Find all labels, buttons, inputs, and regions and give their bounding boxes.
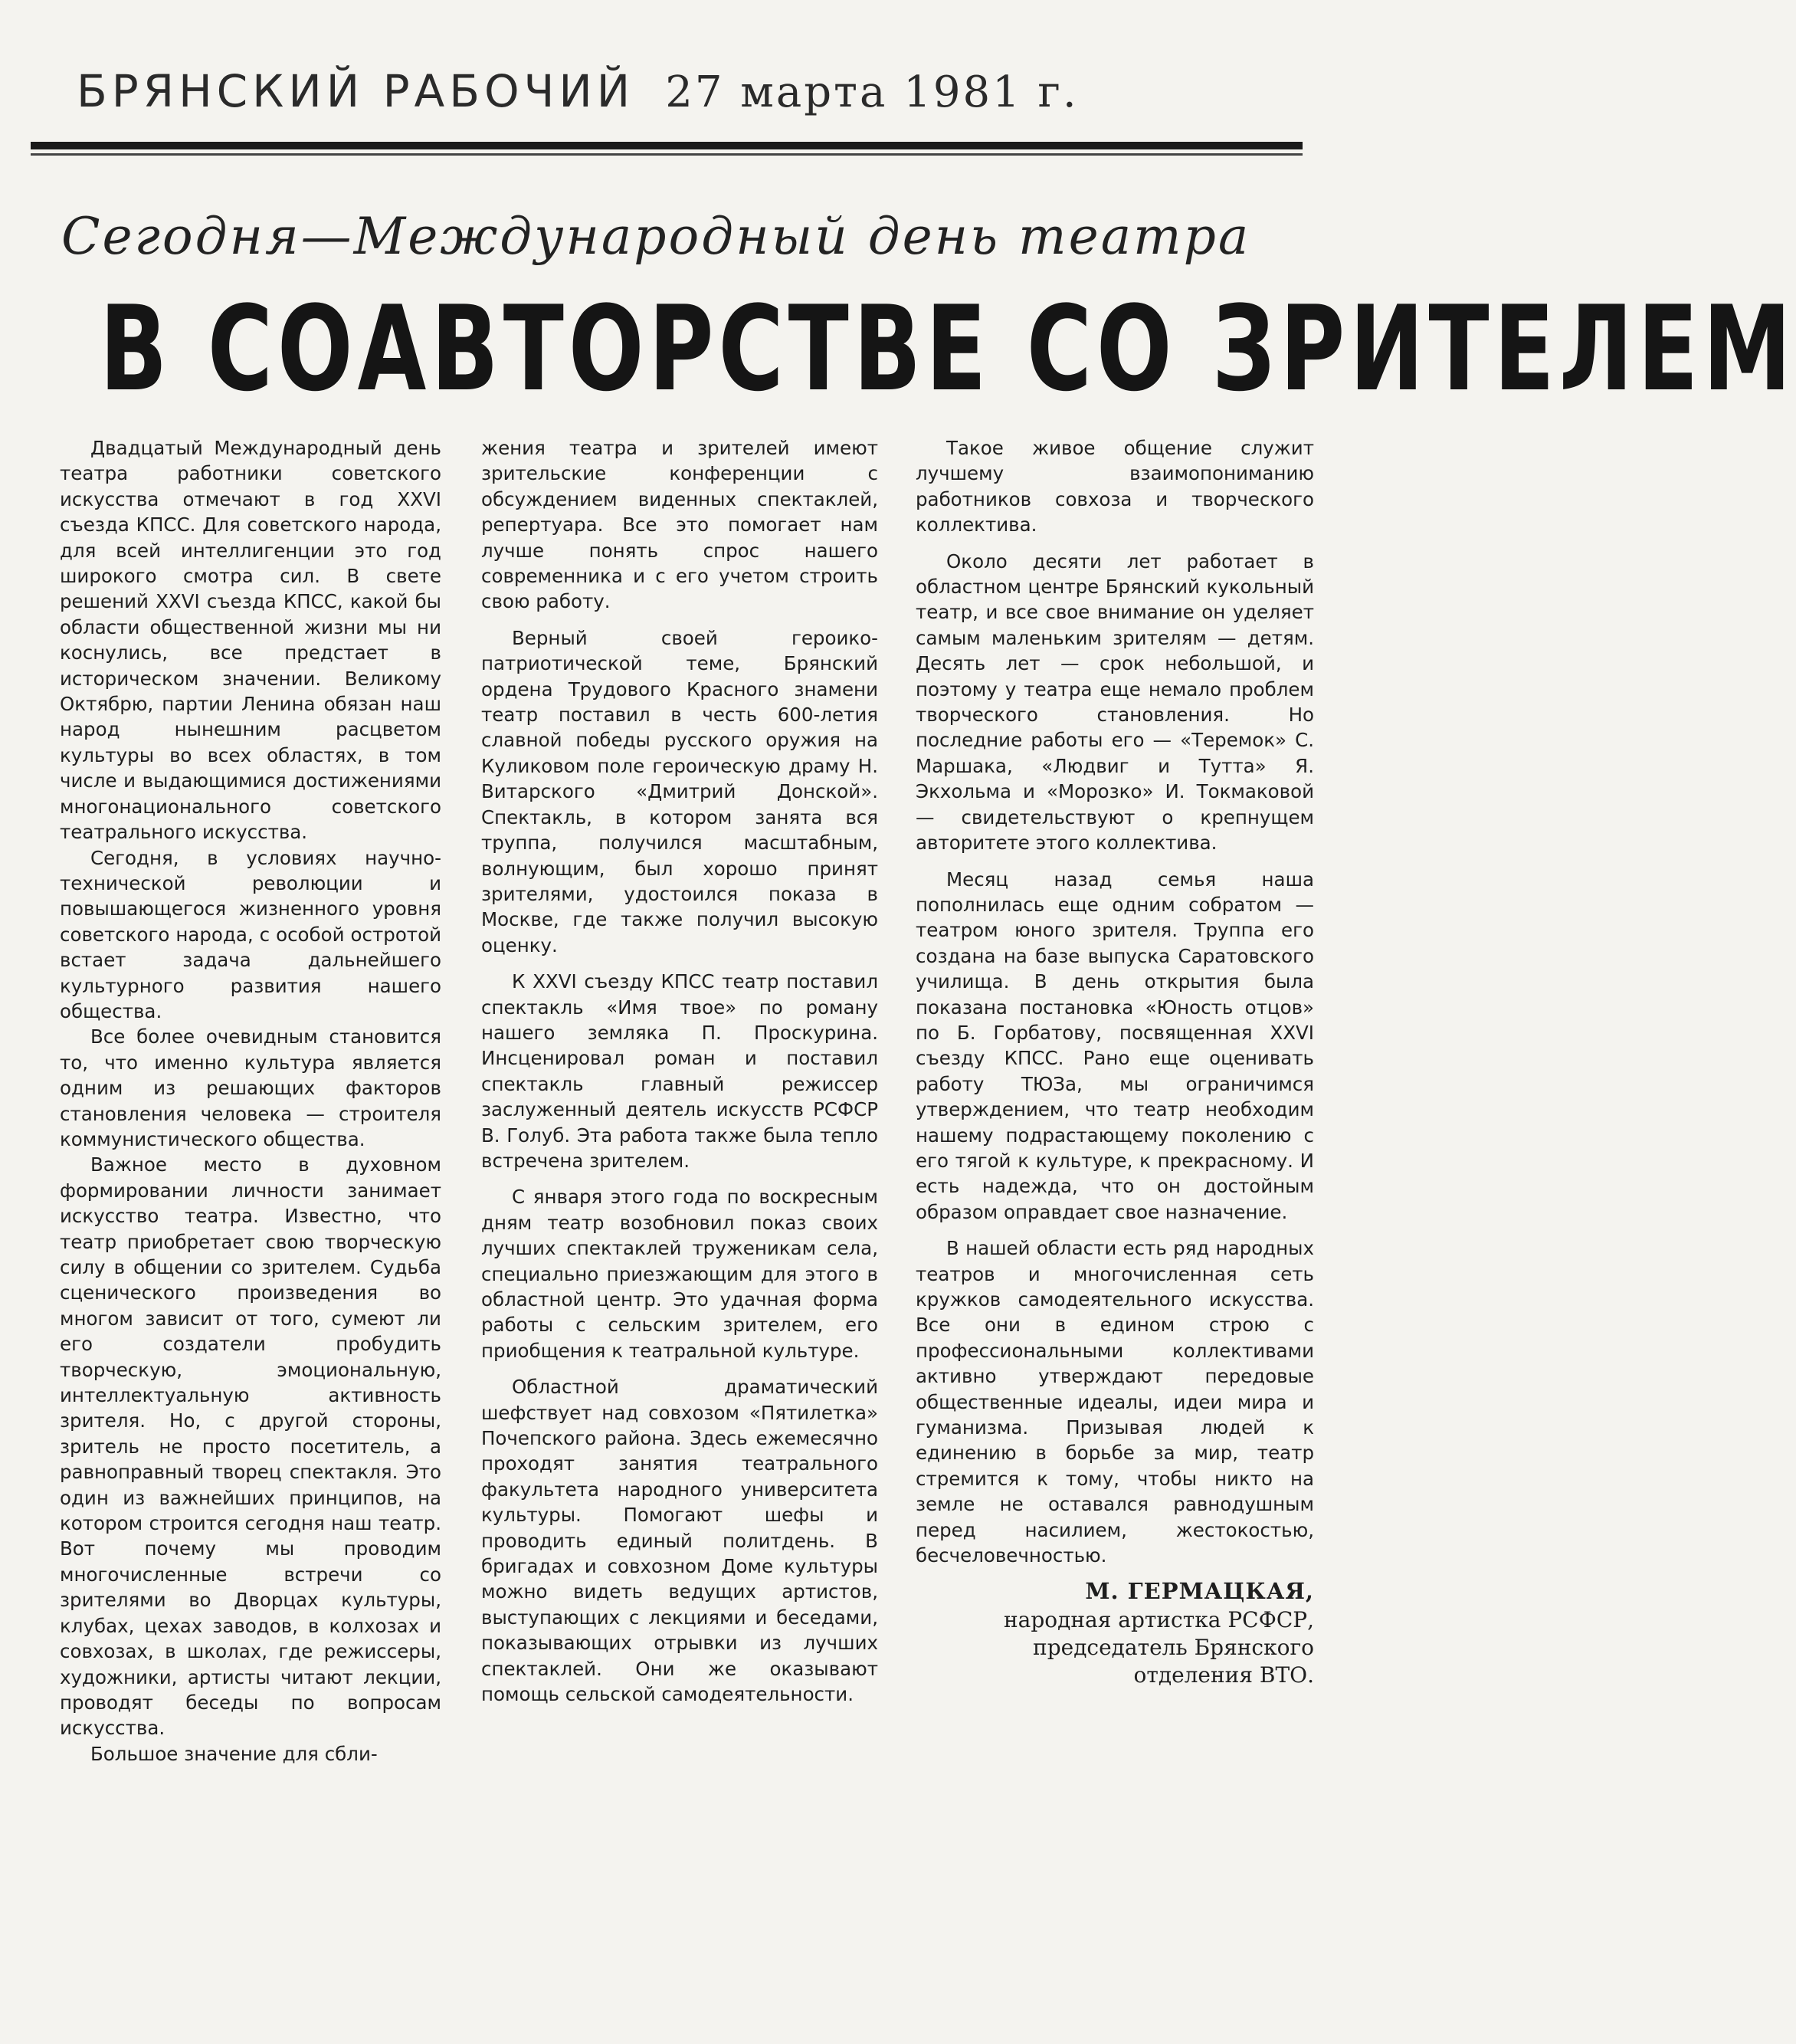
article-column-2 [481,435,878,1708]
author-role: народная артистка РСФСР, председатель Брянского отделения ВТО. [1003,1607,1314,1688]
publication-name: БРЯНСКИЙ РАБОЧИЙ [77,65,635,117]
paragraph: К XXVI съезду КПСС театр поставил спектакль «Имя твое» по роману нашего земляка П. Проскурина. Инсценировал роман и поставил спектакль главный режиссер заслуженный деятель искусств РСФСР В. Голуб. Эта работа также была тепло встречена зрителем. [481,970,878,1172]
paragraph: Около десяти лет работает в областном центре Брянский кукольный театр, и все свое внимание он уделяет самым маленьким зрителям — детям. Десять лет — срок небольшой, и поэтому у театра еще немало проблем творческого становления. Но последние работы его — «Теремок» С. Маршака, «Людвиг и Тутта» Я. Экхольма и «Морозко» И. Токмаковой — свидетельствуют о крепнущем авторитете этого коллектива. [916,550,1314,855]
paragraph: Важное место в духовном формировании личности занимает искусство театра. Известно, что театр приобретает свою творческую силу в общении со зрителем. Судьба сценического произведения во многом зависит от того, сумеют ли его создатели пробудить творческую, эмоциональную, интеллектуальную активность зрителя. Но, с другой стороны, зритель не просто посетитель, а равноправный творец спектакля. Это один из важнейших принципов, на котором строится сегодня наш театр. Вот почему мы проводим многочисленные встречи со зрителями во Дворцах культуры, клубах, цехах заводов, в колхозах и совхозах, в школах, где режиссеры, художники, артисты читают лекции, проводят беседы по вопросам искусства. [60,1153,441,1740]
paragraph: Верный своей героико-патриотической теме, Брянский ордена Трудового Красного знамени театр поставил в честь 600-летия славной победы русского оружия на Куликовом поле героическую драму Н. Витарского «Дмитрий Донской». Спектакль, в котором занята вся труппа, получился масштабным, волнующим, был хорошо принят зрителями, удостоился показа в Москве, где также получил высокую оценку. [481,626,878,956]
paragraph: Месяц назад семья наша пополнилась еще одним собратом — театром юного зрителя. Труппа его создана на базе выпуска Саратовского училища. В день открытия была показана постановка «Юность отцов» по Б. Горбатову, посвященная XXVI съезду КПСС. Рано еще оценивать работу ТЮЗа, мы ограничимся утверждением, что театр необходим нашему подрастающему поколению с его тягой к культуре, к прекрасному. И есть надежда, что он достойным образом оправдает свое назначение. [916,868,1314,1223]
paragraph: С января этого года по воскресным дням театр возобновил показ своих лучших спектаклей труженикам села, специально приезжающим для этого в областной центр. Это удачная форма работы с сельским зрителем, его приобщения к театральной культуре. [481,1186,878,1362]
paragraph: Такое живое общение служит лучшему взаимопониманию работников совхоза и творческого коллектива. [916,437,1314,536]
author-name: М. ГЕРМАЦКАЯ, [1085,1578,1314,1605]
masthead [77,65,1241,117]
article-column-1 [60,435,441,1767]
article-headline: В СОАВТОРСТВЕ СО ЗРИТЕЛЕМ [100,281,1796,418]
paragraph: Все более очевидным становится то, что именно культура является одним из решающих факторов становления человека — строителя коммунистического общества. [60,1025,441,1150]
paragraph: Областной драматический шефствует над совхозом «Пятилетка» Почепского района. Здесь ежемесячно проходят занятия театрального факультета народного университета культуры. Помогают шефы и проводить единый политдень. В бригадах и совхозном Доме культуры можно видеть ведущих артистов, выступающих с лекциями и беседами, показывающих отрывки из лучших спектаклей. Они же оказывают помощь сельской самодеятельности. [481,1376,878,1706]
masthead-rule-thick [31,142,1303,149]
masthead-rule-thin [31,153,1303,156]
publication-date: 27 марта 1981 г. [665,67,1079,117]
article-kicker: Сегодня—Международный день театра [61,207,1251,266]
author-signature [916,1576,1314,1689]
paragraph: Двадцатый Международный день театра работники советского искусства отмечают в год XXVI съезда КПСС. Для советского народа, для всей интеллигенции это год широкого смотра сил. В свете решений XXVI съезда КПСС, какой бы области общественной жизни мы ни коснулись, все предстает в историческом значении. Великому Октябрю, партии Ленина обязан наш народ нынешним расцветом культуры во всех областях, в том числе и выдающимися достижениями многонационального советского театрального искусства. [60,437,441,844]
paragraph: Большое значение для сбли- [90,1742,378,1765]
paragraph: Сегодня, в условиях научно-технической революции и повышающегося жизненного уровня советского народа, с особой остротой встает задача дальнейшего культурного развития нашего общества. [60,846,441,1022]
paragraph: В нашей области есть ряд народных театров и многочисленная сеть кружков самодеятельного искусства. Все они в едином строю с профессиональными коллективами активно утверждают передовые общественные идеалы, идеи мира и гуманизма. Призывая людей к единению в борьбе за мир, театр стремится к тому, чтобы никто на земле не оставался равнодушным перед насилием, жестокостью, бесчеловечностью. [916,1237,1314,1567]
article-column-3 [916,435,1314,1689]
paragraph: жения театра и зрителей имеют зрительские конференции с обсуждением виденных спектаклей, репертуара. Все это помогает нам лучше понять спрос нашего современника и с его учетом строить свою работу. [481,437,878,613]
